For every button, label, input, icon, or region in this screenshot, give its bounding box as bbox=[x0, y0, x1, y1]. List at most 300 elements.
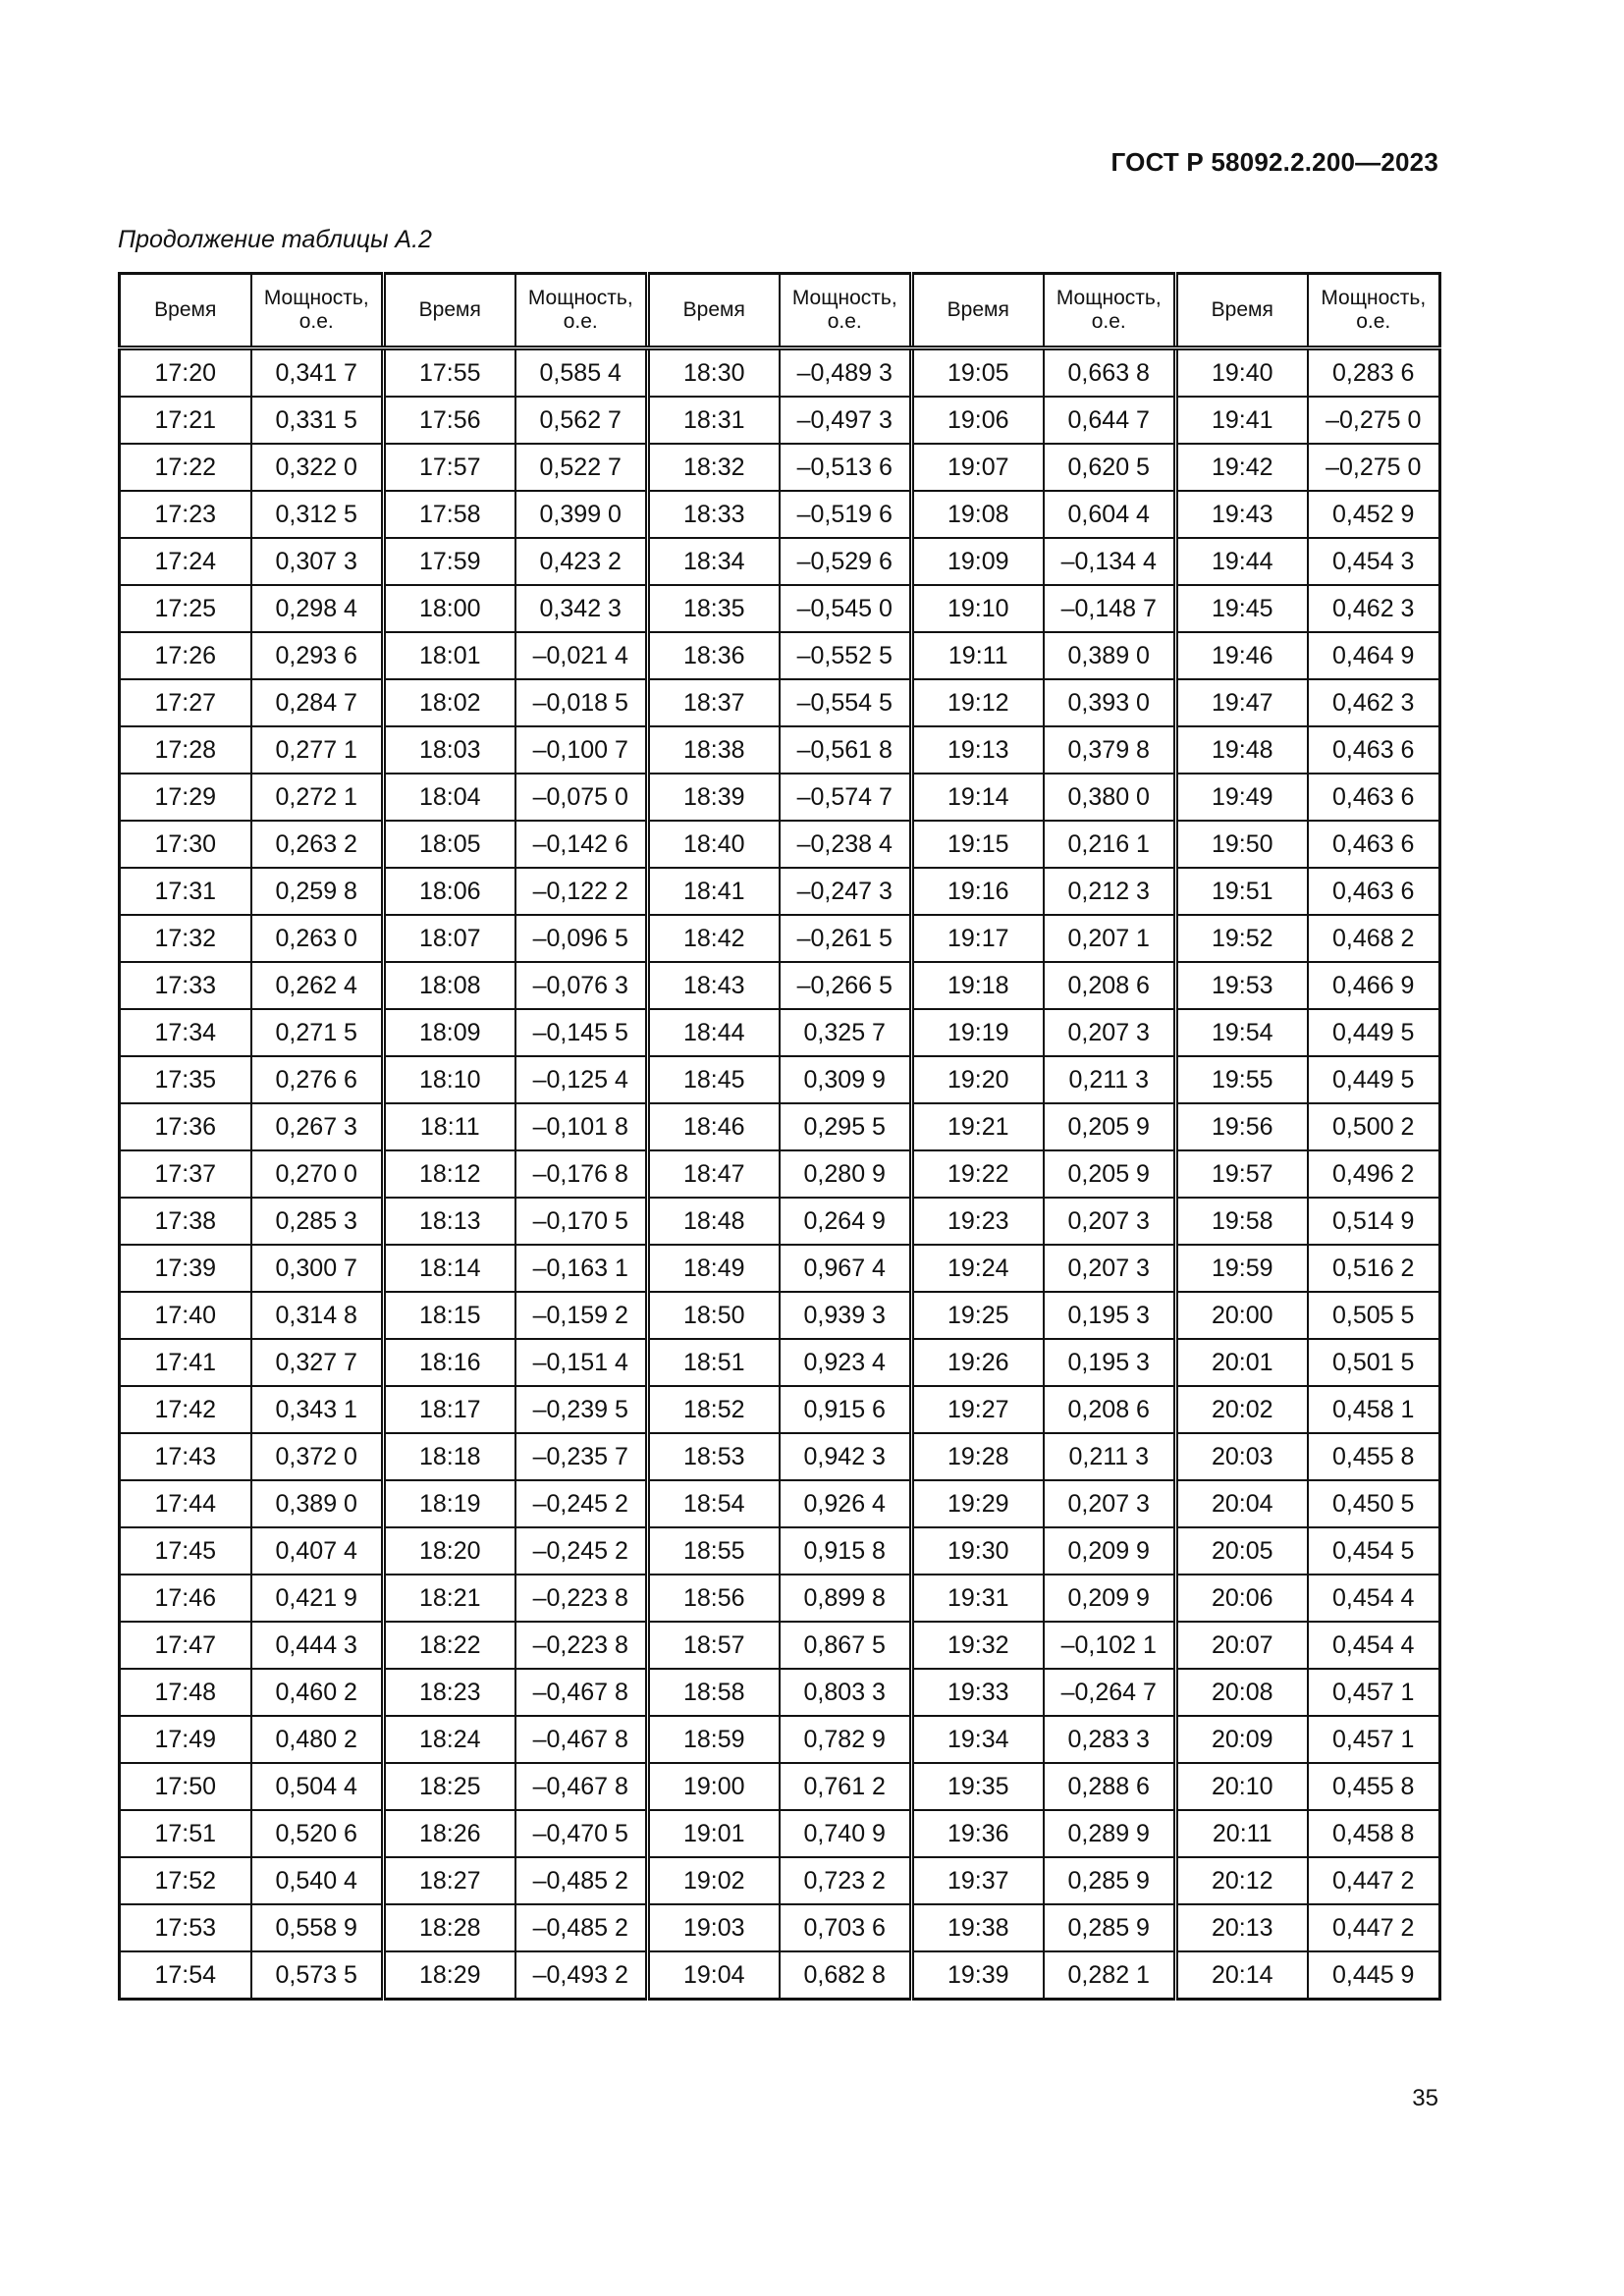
time-cell: 18:55 bbox=[648, 1527, 780, 1575]
power-cell: 0,205 9 bbox=[1044, 1150, 1176, 1198]
time-cell: 17:20 bbox=[120, 348, 251, 398]
time-cell: 19:21 bbox=[912, 1103, 1044, 1150]
time-cell: 18:43 bbox=[648, 962, 780, 1009]
table-row bbox=[120, 774, 1440, 821]
power-cell: –0,275 0 bbox=[1308, 444, 1440, 491]
power-cell: –0,545 0 bbox=[780, 585, 912, 632]
time-cell: 19:54 bbox=[1176, 1009, 1308, 1056]
time-cell: 18:28 bbox=[384, 1904, 515, 1951]
power-cell: 0,288 6 bbox=[1044, 1763, 1176, 1810]
time-cell: 19:08 bbox=[912, 491, 1044, 538]
table-row bbox=[120, 1904, 1440, 1951]
time-cell: 18:58 bbox=[648, 1669, 780, 1716]
time-cell: 19:00 bbox=[648, 1763, 780, 1810]
time-cell: 17:38 bbox=[120, 1198, 251, 1245]
power-cell: 0,393 0 bbox=[1044, 679, 1176, 726]
power-table bbox=[118, 272, 1441, 2001]
power-cell: 0,270 0 bbox=[251, 1150, 384, 1198]
time-cell: 19:29 bbox=[912, 1480, 1044, 1527]
time-cell: 18:35 bbox=[648, 585, 780, 632]
column-header-power: Мощность, о.е. bbox=[515, 274, 648, 348]
power-cell: 0,504 4 bbox=[251, 1763, 384, 1810]
power-cell: 0,703 6 bbox=[780, 1904, 912, 1951]
table-row bbox=[120, 962, 1440, 1009]
table-row bbox=[120, 444, 1440, 491]
time-cell: 17:51 bbox=[120, 1810, 251, 1857]
table-row bbox=[120, 821, 1440, 868]
time-cell: 18:00 bbox=[384, 585, 515, 632]
table-row bbox=[120, 632, 1440, 679]
time-cell: 17:43 bbox=[120, 1433, 251, 1480]
power-cell: –0,163 1 bbox=[515, 1245, 648, 1292]
time-cell: 19:46 bbox=[1176, 632, 1308, 679]
power-cell: –0,075 0 bbox=[515, 774, 648, 821]
time-cell: 19:19 bbox=[912, 1009, 1044, 1056]
power-cell: 0,407 4 bbox=[251, 1527, 384, 1575]
power-cell: –0,264 7 bbox=[1044, 1669, 1176, 1716]
time-cell: 19:18 bbox=[912, 962, 1044, 1009]
time-cell: 18:52 bbox=[648, 1386, 780, 1433]
time-cell: 18:02 bbox=[384, 679, 515, 726]
time-cell: 17:34 bbox=[120, 1009, 251, 1056]
time-cell: 19:03 bbox=[648, 1904, 780, 1951]
power-cell: 0,209 9 bbox=[1044, 1575, 1176, 1622]
time-cell: 19:55 bbox=[1176, 1056, 1308, 1103]
power-cell: –0,122 2 bbox=[515, 868, 648, 915]
time-cell: 18:17 bbox=[384, 1386, 515, 1433]
power-cell: –0,275 0 bbox=[1308, 397, 1440, 444]
power-cell: 0,663 8 bbox=[1044, 348, 1176, 398]
time-cell: 19:06 bbox=[912, 397, 1044, 444]
time-cell: 18:41 bbox=[648, 868, 780, 915]
power-cell: 0,263 0 bbox=[251, 915, 384, 962]
power-cell: 0,899 8 bbox=[780, 1575, 912, 1622]
power-cell: 0,516 2 bbox=[1308, 1245, 1440, 1292]
power-cell: 0,466 9 bbox=[1308, 962, 1440, 1009]
power-cell: 0,327 7 bbox=[251, 1339, 384, 1386]
time-cell: 18:49 bbox=[648, 1245, 780, 1292]
time-cell: 19:49 bbox=[1176, 774, 1308, 821]
time-cell: 19:27 bbox=[912, 1386, 1044, 1433]
power-cell: –0,159 2 bbox=[515, 1292, 648, 1339]
time-cell: 18:08 bbox=[384, 962, 515, 1009]
time-cell: 19:35 bbox=[912, 1763, 1044, 1810]
power-cell: 0,454 5 bbox=[1308, 1527, 1440, 1575]
power-cell: 0,207 1 bbox=[1044, 915, 1176, 962]
table-row bbox=[120, 348, 1440, 398]
power-cell: 0,307 3 bbox=[251, 538, 384, 585]
power-cell: 0,293 6 bbox=[251, 632, 384, 679]
power-cell: –0,497 3 bbox=[780, 397, 912, 444]
time-cell: 17:44 bbox=[120, 1480, 251, 1527]
time-cell: 19:20 bbox=[912, 1056, 1044, 1103]
power-cell: 0,209 9 bbox=[1044, 1527, 1176, 1575]
table-row bbox=[120, 1056, 1440, 1103]
table-row bbox=[120, 1810, 1440, 1857]
table-row bbox=[120, 538, 1440, 585]
time-cell: 19:41 bbox=[1176, 397, 1308, 444]
time-cell: 19:16 bbox=[912, 868, 1044, 915]
power-cell: 0,447 2 bbox=[1308, 1904, 1440, 1951]
power-cell: –0,529 6 bbox=[780, 538, 912, 585]
table-row bbox=[120, 1292, 1440, 1339]
power-cell: –0,223 8 bbox=[515, 1622, 648, 1669]
time-cell: 17:35 bbox=[120, 1056, 251, 1103]
power-cell: –0,519 6 bbox=[780, 491, 912, 538]
time-cell: 18:24 bbox=[384, 1716, 515, 1763]
power-cell: 0,211 3 bbox=[1044, 1433, 1176, 1480]
time-cell: 19:25 bbox=[912, 1292, 1044, 1339]
power-cell: 0,264 9 bbox=[780, 1198, 912, 1245]
power-cell: –0,018 5 bbox=[515, 679, 648, 726]
time-cell: 18:51 bbox=[648, 1339, 780, 1386]
time-cell: 20:04 bbox=[1176, 1480, 1308, 1527]
time-cell: 18:34 bbox=[648, 538, 780, 585]
time-cell: 18:12 bbox=[384, 1150, 515, 1198]
power-cell: 0,205 9 bbox=[1044, 1103, 1176, 1150]
time-cell: 19:56 bbox=[1176, 1103, 1308, 1150]
time-cell: 17:27 bbox=[120, 679, 251, 726]
power-cell: –0,245 2 bbox=[515, 1527, 648, 1575]
power-cell: 0,285 9 bbox=[1044, 1857, 1176, 1904]
time-cell: 18:03 bbox=[384, 726, 515, 774]
power-cell: 0,915 8 bbox=[780, 1527, 912, 1575]
time-cell: 18:47 bbox=[648, 1150, 780, 1198]
time-cell: 17:30 bbox=[120, 821, 251, 868]
power-cell: 0,867 5 bbox=[780, 1622, 912, 1669]
table-row bbox=[120, 1150, 1440, 1198]
power-cell: –0,261 5 bbox=[780, 915, 912, 962]
time-cell: 18:27 bbox=[384, 1857, 515, 1904]
time-cell: 18:56 bbox=[648, 1575, 780, 1622]
table-row bbox=[120, 1198, 1440, 1245]
power-cell: –0,467 8 bbox=[515, 1763, 648, 1810]
power-cell: 0,285 9 bbox=[1044, 1904, 1176, 1951]
time-cell: 18:16 bbox=[384, 1339, 515, 1386]
time-cell: 18:32 bbox=[648, 444, 780, 491]
power-cell: 0,522 7 bbox=[515, 444, 648, 491]
power-cell: 0,343 1 bbox=[251, 1386, 384, 1433]
time-cell: 18:38 bbox=[648, 726, 780, 774]
page-number: 35 bbox=[1412, 2085, 1438, 2111]
power-cell: 0,455 8 bbox=[1308, 1433, 1440, 1480]
time-cell: 17:56 bbox=[384, 397, 515, 444]
power-cell: 0,496 2 bbox=[1308, 1150, 1440, 1198]
power-cell: 0,283 6 bbox=[1308, 348, 1440, 398]
time-cell: 18:42 bbox=[648, 915, 780, 962]
power-cell: 0,463 6 bbox=[1308, 821, 1440, 868]
time-cell: 20:00 bbox=[1176, 1292, 1308, 1339]
power-cell: 0,379 8 bbox=[1044, 726, 1176, 774]
power-cell: 0,761 2 bbox=[780, 1763, 912, 1810]
power-cell: 0,295 5 bbox=[780, 1103, 912, 1150]
time-cell: 19:33 bbox=[912, 1669, 1044, 1716]
time-cell: 19:59 bbox=[1176, 1245, 1308, 1292]
time-cell: 17:32 bbox=[120, 915, 251, 962]
time-cell: 19:26 bbox=[912, 1339, 1044, 1386]
power-cell: 0,216 1 bbox=[1044, 821, 1176, 868]
power-cell: 0,207 3 bbox=[1044, 1480, 1176, 1527]
table-row bbox=[120, 1386, 1440, 1433]
time-cell: 17:24 bbox=[120, 538, 251, 585]
power-cell: –0,176 8 bbox=[515, 1150, 648, 1198]
power-cell: 0,283 3 bbox=[1044, 1716, 1176, 1763]
time-cell: 18:22 bbox=[384, 1622, 515, 1669]
power-cell: 0,309 9 bbox=[780, 1056, 912, 1103]
time-cell: 19:12 bbox=[912, 679, 1044, 726]
time-cell: 17:52 bbox=[120, 1857, 251, 1904]
time-cell: 20:10 bbox=[1176, 1763, 1308, 1810]
power-cell: 0,341 7 bbox=[251, 348, 384, 398]
power-cell: –0,100 7 bbox=[515, 726, 648, 774]
power-cell: 0,915 6 bbox=[780, 1386, 912, 1433]
power-cell: 0,276 6 bbox=[251, 1056, 384, 1103]
time-cell: 19:01 bbox=[648, 1810, 780, 1857]
power-cell: –0,148 7 bbox=[1044, 585, 1176, 632]
time-cell: 19:57 bbox=[1176, 1150, 1308, 1198]
time-cell: 18:31 bbox=[648, 397, 780, 444]
power-cell: 0,740 9 bbox=[780, 1810, 912, 1857]
time-cell: 18:29 bbox=[384, 1951, 515, 2000]
power-cell: 0,285 3 bbox=[251, 1198, 384, 1245]
time-cell: 17:22 bbox=[120, 444, 251, 491]
time-cell: 18:54 bbox=[648, 1480, 780, 1527]
time-cell: 19:17 bbox=[912, 915, 1044, 962]
power-cell: 0,942 3 bbox=[780, 1433, 912, 1480]
time-cell: 19:28 bbox=[912, 1433, 1044, 1480]
power-cell: –0,493 2 bbox=[515, 1951, 648, 2000]
power-cell: 0,604 4 bbox=[1044, 491, 1176, 538]
time-cell: 17:57 bbox=[384, 444, 515, 491]
table-row bbox=[120, 915, 1440, 962]
power-cell: –0,096 5 bbox=[515, 915, 648, 962]
time-cell: 20:13 bbox=[1176, 1904, 1308, 1951]
time-cell: 17:59 bbox=[384, 538, 515, 585]
time-cell: 17:55 bbox=[384, 348, 515, 398]
time-cell: 19:37 bbox=[912, 1857, 1044, 1904]
time-cell: 19:04 bbox=[648, 1951, 780, 2000]
power-cell: 0,803 3 bbox=[780, 1669, 912, 1716]
table-row bbox=[120, 1103, 1440, 1150]
time-cell: 19:58 bbox=[1176, 1198, 1308, 1245]
power-cell: 0,207 3 bbox=[1044, 1009, 1176, 1056]
power-cell: –0,561 8 bbox=[780, 726, 912, 774]
time-cell: 20:05 bbox=[1176, 1527, 1308, 1575]
time-cell: 19:14 bbox=[912, 774, 1044, 821]
power-cell: 0,450 5 bbox=[1308, 1480, 1440, 1527]
power-cell: –0,485 2 bbox=[515, 1904, 648, 1951]
power-cell: 0,562 7 bbox=[515, 397, 648, 444]
time-cell: 18:37 bbox=[648, 679, 780, 726]
time-cell: 18:26 bbox=[384, 1810, 515, 1857]
time-cell: 17:50 bbox=[120, 1763, 251, 1810]
power-cell: –0,239 5 bbox=[515, 1386, 648, 1433]
power-cell: 0,289 9 bbox=[1044, 1810, 1176, 1857]
time-cell: 18:13 bbox=[384, 1198, 515, 1245]
power-cell: 0,444 3 bbox=[251, 1622, 384, 1669]
power-cell: 0,967 4 bbox=[780, 1245, 912, 1292]
time-cell: 18:59 bbox=[648, 1716, 780, 1763]
time-cell: 20:07 bbox=[1176, 1622, 1308, 1669]
time-cell: 18:20 bbox=[384, 1527, 515, 1575]
table-row bbox=[120, 1716, 1440, 1763]
power-cell: –0,235 7 bbox=[515, 1433, 648, 1480]
power-cell: 0,259 8 bbox=[251, 868, 384, 915]
table-row bbox=[120, 1009, 1440, 1056]
time-cell: 19:15 bbox=[912, 821, 1044, 868]
power-cell: –0,238 4 bbox=[780, 821, 912, 868]
time-cell: 20:12 bbox=[1176, 1857, 1308, 1904]
power-cell: –0,467 8 bbox=[515, 1716, 648, 1763]
time-cell: 17:39 bbox=[120, 1245, 251, 1292]
power-cell: 0,322 0 bbox=[251, 444, 384, 491]
time-cell: 18:36 bbox=[648, 632, 780, 679]
power-cell: 0,620 5 bbox=[1044, 444, 1176, 491]
time-cell: 19:47 bbox=[1176, 679, 1308, 726]
column-header-time: Время bbox=[912, 274, 1044, 348]
time-cell: 20:06 bbox=[1176, 1575, 1308, 1622]
power-cell: 0,454 3 bbox=[1308, 538, 1440, 585]
table-row bbox=[120, 1480, 1440, 1527]
time-cell: 17:53 bbox=[120, 1904, 251, 1951]
power-cell: 0,262 4 bbox=[251, 962, 384, 1009]
power-cell: 0,447 2 bbox=[1308, 1857, 1440, 1904]
table-row bbox=[120, 585, 1440, 632]
time-cell: 19:42 bbox=[1176, 444, 1308, 491]
table-row bbox=[120, 1951, 1440, 2000]
time-cell: 19:38 bbox=[912, 1904, 1044, 1951]
power-cell: 0,463 6 bbox=[1308, 868, 1440, 915]
power-cell: –0,134 4 bbox=[1044, 538, 1176, 585]
power-cell: 0,926 4 bbox=[780, 1480, 912, 1527]
time-cell: 18:44 bbox=[648, 1009, 780, 1056]
column-header-power: Мощность, о.е. bbox=[780, 274, 912, 348]
time-cell: 17:33 bbox=[120, 962, 251, 1009]
time-cell: 19:30 bbox=[912, 1527, 1044, 1575]
time-cell: 20:01 bbox=[1176, 1339, 1308, 1386]
time-cell: 18:53 bbox=[648, 1433, 780, 1480]
power-cell: 0,389 0 bbox=[1044, 632, 1176, 679]
power-cell: –0,151 4 bbox=[515, 1339, 648, 1386]
time-cell: 19:31 bbox=[912, 1575, 1044, 1622]
time-cell: 18:33 bbox=[648, 491, 780, 538]
column-header-time: Время bbox=[120, 274, 251, 348]
time-cell: 19:07 bbox=[912, 444, 1044, 491]
power-cell: 0,277 1 bbox=[251, 726, 384, 774]
table-caption: Продолжение таблицы А.2 bbox=[118, 226, 432, 253]
power-cell: 0,454 4 bbox=[1308, 1622, 1440, 1669]
power-cell: –0,574 7 bbox=[780, 774, 912, 821]
power-cell: –0,125 4 bbox=[515, 1056, 648, 1103]
time-cell: 17:42 bbox=[120, 1386, 251, 1433]
power-cell: –0,145 5 bbox=[515, 1009, 648, 1056]
time-cell: 19:09 bbox=[912, 538, 1044, 585]
power-cell: –0,467 8 bbox=[515, 1669, 648, 1716]
time-cell: 17:26 bbox=[120, 632, 251, 679]
time-cell: 18:57 bbox=[648, 1622, 780, 1669]
power-cell: 0,208 6 bbox=[1044, 962, 1176, 1009]
power-cell: 0,468 2 bbox=[1308, 915, 1440, 962]
power-cell: –0,554 5 bbox=[780, 679, 912, 726]
power-cell: 0,421 9 bbox=[251, 1575, 384, 1622]
table-row bbox=[120, 1433, 1440, 1480]
table-row bbox=[120, 1857, 1440, 1904]
time-cell: 20:02 bbox=[1176, 1386, 1308, 1433]
table-row bbox=[120, 491, 1440, 538]
time-cell: 18:30 bbox=[648, 348, 780, 398]
power-cell: 0,585 4 bbox=[515, 348, 648, 398]
time-cell: 17:41 bbox=[120, 1339, 251, 1386]
power-cell: 0,463 6 bbox=[1308, 726, 1440, 774]
time-cell: 18:15 bbox=[384, 1292, 515, 1339]
time-cell: 18:11 bbox=[384, 1103, 515, 1150]
power-cell: 0,445 9 bbox=[1308, 1951, 1440, 2000]
time-cell: 17:40 bbox=[120, 1292, 251, 1339]
power-cell: 0,480 2 bbox=[251, 1716, 384, 1763]
power-cell: 0,380 0 bbox=[1044, 774, 1176, 821]
column-header-power: Мощность, о.е. bbox=[1308, 274, 1440, 348]
time-cell: 17:45 bbox=[120, 1527, 251, 1575]
time-cell: 17:46 bbox=[120, 1575, 251, 1622]
table-header-row bbox=[120, 274, 1440, 348]
time-cell: 19:36 bbox=[912, 1810, 1044, 1857]
time-cell: 20:11 bbox=[1176, 1810, 1308, 1857]
power-cell: 0,501 5 bbox=[1308, 1339, 1440, 1386]
time-cell: 20:08 bbox=[1176, 1669, 1308, 1716]
time-cell: 18:25 bbox=[384, 1763, 515, 1810]
power-cell: –0,142 6 bbox=[515, 821, 648, 868]
power-cell: 0,389 0 bbox=[251, 1480, 384, 1527]
column-header-power: Мощность, о.е. bbox=[251, 274, 384, 348]
time-cell: 17:23 bbox=[120, 491, 251, 538]
time-cell: 19:32 bbox=[912, 1622, 1044, 1669]
power-cell: 0,514 9 bbox=[1308, 1198, 1440, 1245]
time-cell: 17:54 bbox=[120, 1951, 251, 2000]
power-cell: 0,263 2 bbox=[251, 821, 384, 868]
time-cell: 17:25 bbox=[120, 585, 251, 632]
power-cell: 0,460 2 bbox=[251, 1669, 384, 1716]
power-cell: 0,298 4 bbox=[251, 585, 384, 632]
time-cell: 19:44 bbox=[1176, 538, 1308, 585]
column-header-power: Мощность, о.е. bbox=[1044, 274, 1176, 348]
time-cell: 17:37 bbox=[120, 1150, 251, 1198]
power-cell: 0,300 7 bbox=[251, 1245, 384, 1292]
power-cell: 0,212 3 bbox=[1044, 868, 1176, 915]
power-cell: –0,470 5 bbox=[515, 1810, 648, 1857]
power-cell: 0,573 5 bbox=[251, 1951, 384, 2000]
table-row bbox=[120, 1669, 1440, 1716]
power-cell: 0,280 9 bbox=[780, 1150, 912, 1198]
power-cell: –0,223 8 bbox=[515, 1575, 648, 1622]
time-cell: 19:34 bbox=[912, 1716, 1044, 1763]
table-row bbox=[120, 679, 1440, 726]
power-cell: 0,211 3 bbox=[1044, 1056, 1176, 1103]
time-cell: 19:22 bbox=[912, 1150, 1044, 1198]
power-cell: 0,458 8 bbox=[1308, 1810, 1440, 1857]
time-cell: 17:21 bbox=[120, 397, 251, 444]
time-cell: 18:40 bbox=[648, 821, 780, 868]
time-cell: 17:49 bbox=[120, 1716, 251, 1763]
time-cell: 17:28 bbox=[120, 726, 251, 774]
power-cell: –0,101 8 bbox=[515, 1103, 648, 1150]
power-cell: 0,457 1 bbox=[1308, 1716, 1440, 1763]
time-cell: 20:09 bbox=[1176, 1716, 1308, 1763]
power-cell: 0,314 8 bbox=[251, 1292, 384, 1339]
time-cell: 19:53 bbox=[1176, 962, 1308, 1009]
power-cell: 0,423 2 bbox=[515, 538, 648, 585]
time-cell: 17:58 bbox=[384, 491, 515, 538]
power-cell: 0,540 4 bbox=[251, 1857, 384, 1904]
